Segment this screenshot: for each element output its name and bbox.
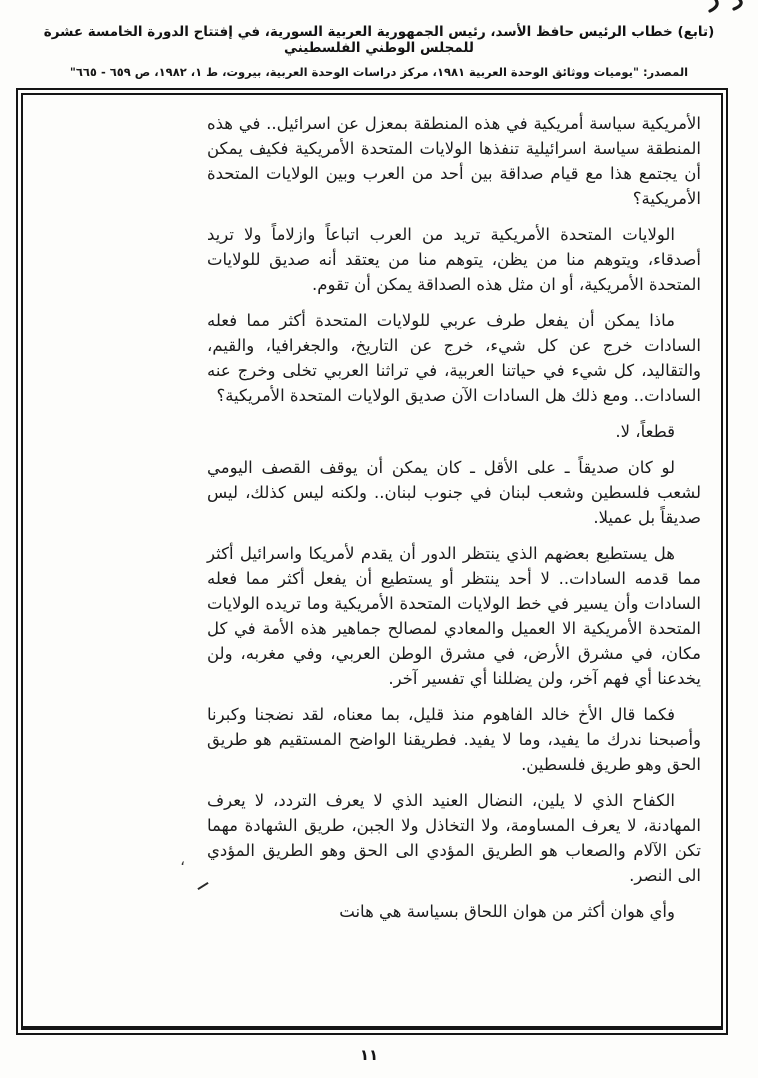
- stray-ink-comma: ،: [180, 851, 185, 869]
- source-citation: المصدر: "يوميات ووثائق الوحدة العربية ١٩٨١، مركز دراسات الوحدة العربية، بيروت، ط ١، ١٩٨٢، ص ٦٥٩ - ٦٦٥": [69, 65, 689, 80]
- paragraph-2: الولايات المتحدة الأمريكية تريد من العرب اتباعاً وازلاماً ولا تريد أصدقاء، ويتوهم منا من يظن، يتوهم منا من يعتقد أنه صديق للولايات المتحدة الأمريكية، أو ان مثل هذه الصداقة يمكن أن تقوم.: [207, 225, 701, 294]
- document-header: [20, 24, 738, 79]
- paragraph-6: هل يستطيع بعضهم الذي ينتظر الدور أن يقدم لأمريكا واسرائيل أكثر مما قدمه السادات.. لا أحد ينتظر أو يستطيع أن يفعل أكثر مما فعله السادات وأن يسير في خط الولايات المتحدة الأمريكية وما تريده الولايات المتحدة الأمريكية الا العميل والمعادي لمصالح جماهير هذه الأمة في كل مكان، في مشرق الأرض، في مشرق الوطن العربي، وفي مغربه، ولن يخدعنا أي فهم آخر، ولن يضللنا أي تفسير آخر.: [207, 544, 701, 688]
- handwritten-corner-mark: [706, 0, 752, 16]
- document-frame: [16, 88, 728, 1035]
- document-title: (تابع) خطاب الرئيس حافظ الأسد، رئيس الجمهورية العربية السورية، في إفتتاح الدورة الخامسة عشرة للمجلس الوطني الفلسطيني: [43, 24, 715, 57]
- paragraph-3: ماذا يمكن أن يفعل طرف عربي للولايات المتحدة أكثر مما فعله السادات خرج عن كل شيء، خرج عن التاريخ، والجغرافيا، والقيم، والتقاليد، كل شيء في حياتنا العربية، في تراثنا العربي تخلى وخرج عنه السادات.. ومع ذلك هل السادات الآن صديق الولايات المتحدة الأمريكية؟: [207, 311, 701, 405]
- page-number: ١١: [359, 1046, 379, 1064]
- speech-text-column: [207, 111, 701, 935]
- document-frame-inner-border: [21, 93, 723, 1030]
- paragraph-8: الكفاح الذي لا يلين، النضال العنيد الذي لا يعرف التردد، لا يعرف المهادنة، لا يعرف المساومة، ولا التخاذل ولا الجبن، طريق الشهادة مهما تكن الآلام والصعاب هو الطريق المؤدي الى الحق وهو الطريق المؤدي الى النصر.: [207, 791, 701, 885]
- paragraph-4: قطعاً، لا.: [615, 422, 675, 441]
- paragraph-1: الأمريكية سياسة أمريكية في هذه المنطقة بمعزل عن اسرائيل.. في هذه المنطقة سياسة اسرائيلية تنفذها الولايات المتحدة الأمريكية فكيف يمكن أن يجتمع هذا مع قيام صداقة بين أحد من العرب وبين الولايات المتحدة الأمريكية؟: [207, 114, 701, 208]
- paragraph-5: لو كان صديقاً ـ على الأقل ـ كان يمكن أن يوقف القصف اليومي لشعب فلسطين وشعب لبنان في جنوب لبنان.. ولكنه ليس كذلك، ليس صديقاً بل عميلا.: [207, 458, 701, 527]
- paragraph-9: وأي هوان أكثر من هوان اللحاق بسياسة هي هانت: [339, 902, 675, 921]
- paragraph-7: فكما قال الأخ خالد الفاهوم منذ قليل، بما معناه، لقد نضجنا وكبرنا وأصبحنا ندرك ما يفيد، وما لا يفيد. فطريقنا الواضح المستقيم هو طريق الحق وهو طريق فلسطين.: [207, 705, 701, 774]
